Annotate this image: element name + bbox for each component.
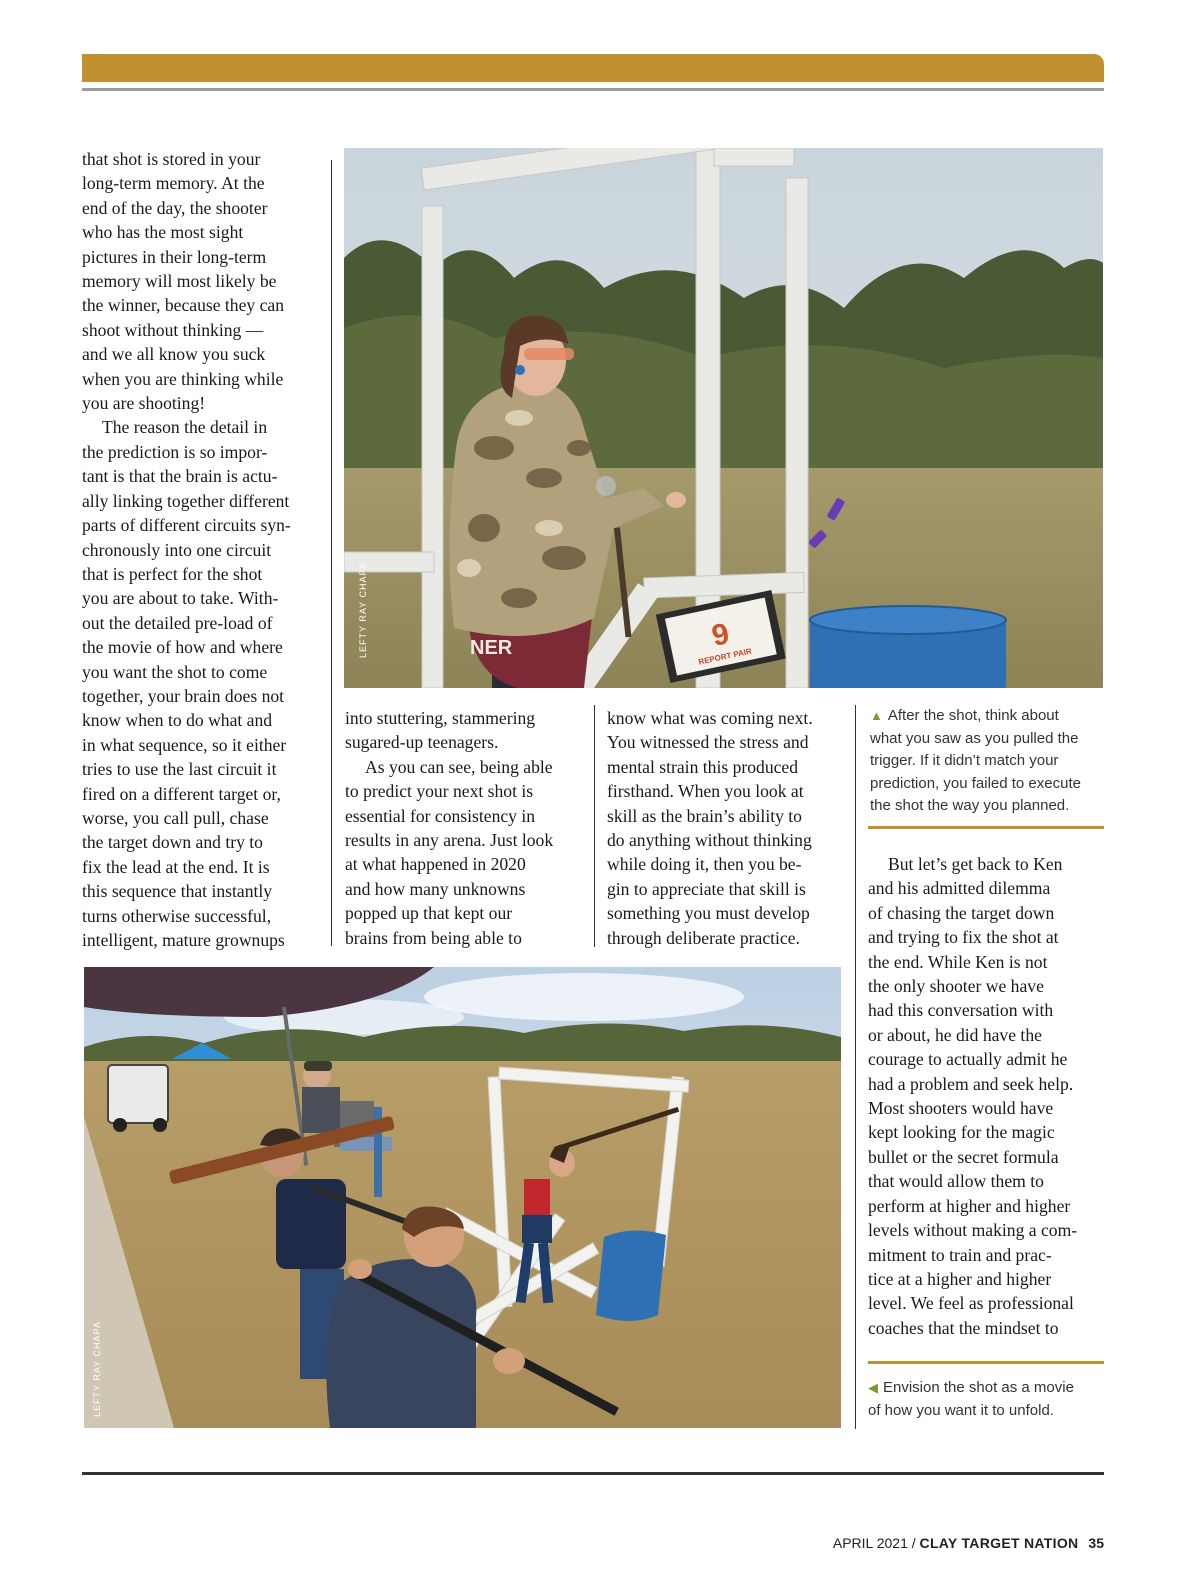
text-line: when you are thinking while xyxy=(82,368,284,389)
text-line: the target down and try to xyxy=(82,832,263,853)
caption-text xyxy=(868,1379,1074,1419)
text-line: perform at higher and higher xyxy=(868,1195,1071,1216)
text-line: level. We feel as professional xyxy=(868,1293,1074,1314)
text-line: of how you want it to unfold. xyxy=(868,1401,1054,1419)
photo-caption-bottom xyxy=(868,1377,1104,1422)
text-line: skill as the brain’s ability to xyxy=(607,805,802,826)
photo-credit: LEFTY RAY CHAPA xyxy=(358,562,368,658)
paragraph xyxy=(607,706,845,950)
text-line: levels without making a com- xyxy=(868,1220,1078,1241)
text-line: tant is that the brain is actu- xyxy=(82,466,278,487)
text-line: of chasing the target down xyxy=(868,902,1055,923)
text-line: that shot is stored in your xyxy=(82,149,261,169)
article-column-4 xyxy=(868,852,1106,1340)
station-sign-text: REPORT PAIR xyxy=(697,646,753,667)
photo-illustration xyxy=(344,148,1103,688)
text-line: kept looking for the magic xyxy=(868,1122,1055,1143)
footer-issue: APRIL 2021 / xyxy=(832,1535,920,1551)
text-line: together, your brain does not xyxy=(82,685,285,706)
text-line: shoot without thinking — xyxy=(82,319,264,340)
text-line: popped up that kept our xyxy=(345,903,513,924)
text-line: and how many unknowns xyxy=(345,878,526,899)
caption-rule xyxy=(868,1361,1104,1364)
text-line: turns otherwise successful, xyxy=(82,905,272,926)
triangle-up-icon: ▲ xyxy=(870,708,883,723)
text-line: the winner, because they can xyxy=(82,295,285,316)
text-line: The reason the detail in xyxy=(102,417,268,438)
text-line: the shot the way you planned. xyxy=(870,797,1070,814)
text-line: firsthand. When you look at xyxy=(607,781,804,802)
text-line: this sequence that instantly xyxy=(82,881,273,902)
column-divider xyxy=(855,705,856,1429)
page-footer xyxy=(833,1535,1104,1551)
text-line: pictures in their long-term xyxy=(82,246,267,267)
text-line: mitment to train and prac- xyxy=(868,1244,1052,1265)
text-line: you want the shot to come xyxy=(82,661,268,682)
text-line: Most shooters would have xyxy=(868,1098,1054,1119)
text-line: and his admitted dilemma xyxy=(868,878,1051,899)
paragraph xyxy=(345,706,577,755)
photo-illustration xyxy=(84,967,841,1428)
text-line: coaches that the mindset to xyxy=(868,1317,1059,1338)
text-line: who has the most sight xyxy=(82,222,244,243)
text-line: trigger. If it didn’t match your xyxy=(870,752,1059,769)
text-line: and we all know you suck xyxy=(82,344,266,365)
text-line: at what happened in 2020 xyxy=(345,854,526,875)
text-line: mental strain this produced xyxy=(607,756,799,777)
text-line: chronously into one circuit xyxy=(82,539,272,560)
text-line: had a problem and seek help. xyxy=(868,1073,1074,1094)
text-line: results in any arena. Just look xyxy=(345,830,554,851)
text-line: you are shooting! xyxy=(82,393,206,414)
text-line: long-term memory. At the xyxy=(82,173,265,194)
column-divider xyxy=(594,705,595,947)
text-line: tries to use the last circuit it xyxy=(82,759,277,780)
text-line: prediction, you failed to execute xyxy=(870,774,1081,792)
text-line: you are about to take. With- xyxy=(82,588,279,609)
text-line: As you can see, being able xyxy=(365,756,553,777)
jacket-lettering: NER xyxy=(470,637,513,659)
header-rule xyxy=(82,88,1104,91)
paragraph xyxy=(345,755,577,950)
text-line: that is perfect for the shot xyxy=(82,563,263,584)
text-line: to predict your next shot is xyxy=(345,781,534,802)
text-line: After the shot, think about xyxy=(887,707,1059,724)
text-line: through deliberate practice. xyxy=(607,927,800,948)
paragraph xyxy=(82,415,320,952)
paragraph xyxy=(868,852,1106,1340)
text-line: know when to do what and xyxy=(82,710,273,731)
column-divider xyxy=(331,160,332,946)
text-line: know what was coming next. xyxy=(607,708,813,728)
text-line: the prediction is so impor- xyxy=(82,441,268,462)
text-line: worse, you call pull, chase xyxy=(82,807,269,828)
text-line: parts of different circuits syn- xyxy=(82,515,291,536)
text-line: do anything without thinking xyxy=(607,830,812,851)
text-line: into stuttering, stammering xyxy=(345,708,536,728)
text-line: had this conversation with xyxy=(868,1000,1054,1021)
text-line: bullet or the secret formula xyxy=(868,1146,1059,1167)
text-line: something you must develop xyxy=(607,903,810,924)
paragraph xyxy=(82,147,320,415)
text-line: brains from being able to xyxy=(345,927,522,948)
text-line: out the detailed pre-load of xyxy=(82,612,273,633)
station-number: 9 xyxy=(708,617,733,653)
text-line: Envision the shot as a movie xyxy=(883,1379,1074,1396)
text-line: ally linking together different xyxy=(82,490,290,511)
text-line: intelligent, mature grownups xyxy=(82,930,285,950)
text-line: memory will most likely be xyxy=(82,271,277,292)
text-line: sugared-up teenagers. xyxy=(345,732,499,753)
text-line: the end. While Ken is not xyxy=(868,951,1048,972)
text-line: the only shooter we have xyxy=(868,976,1044,997)
text-line: fired on a different target or, xyxy=(82,783,281,804)
text-line: But let’s get back to Ken xyxy=(888,854,1063,874)
text-line: tice at a higher and higher xyxy=(868,1268,1052,1289)
text-line: and trying to fix the shot at xyxy=(868,927,1059,948)
article-column-1 xyxy=(82,147,320,952)
footer-rule xyxy=(82,1472,1104,1475)
text-line: while doing it, then you be- xyxy=(607,854,802,875)
text-line: fix the lead at the end. It is xyxy=(82,856,270,877)
text-line: what you saw as you pulled the xyxy=(870,729,1079,747)
caption-text xyxy=(870,707,1081,814)
text-line: essential for consistency in xyxy=(345,805,536,826)
text-line: in what sequence, so it either xyxy=(82,734,287,755)
text-line: or about, he did have the xyxy=(868,1024,1042,1045)
text-line: courage to actually admit he xyxy=(868,1049,1068,1070)
photo-caption-top xyxy=(870,705,1106,818)
text-line: gin to appreciate that skill is xyxy=(607,878,806,899)
triangle-left-icon: ◀ xyxy=(868,1380,878,1395)
photo-shooting-station-group xyxy=(84,967,841,1428)
header-band xyxy=(82,54,1104,82)
text-line: end of the day, the shooter xyxy=(82,197,268,218)
text-line: that would allow them to xyxy=(868,1171,1044,1192)
photo-credit: LEFTY RAY CHAPA xyxy=(92,1321,102,1417)
photo-shooter-at-station xyxy=(344,148,1103,688)
caption-rule xyxy=(868,826,1104,829)
article-column-3 xyxy=(607,706,845,950)
text-line: the movie of how and where xyxy=(82,637,283,658)
footer-magazine-name: CLAY TARGET NATION xyxy=(919,1535,1079,1551)
text-line: You witnessed the stress and xyxy=(607,732,809,753)
page-number: 35 xyxy=(1088,1535,1104,1551)
article-column-2 xyxy=(345,706,577,950)
